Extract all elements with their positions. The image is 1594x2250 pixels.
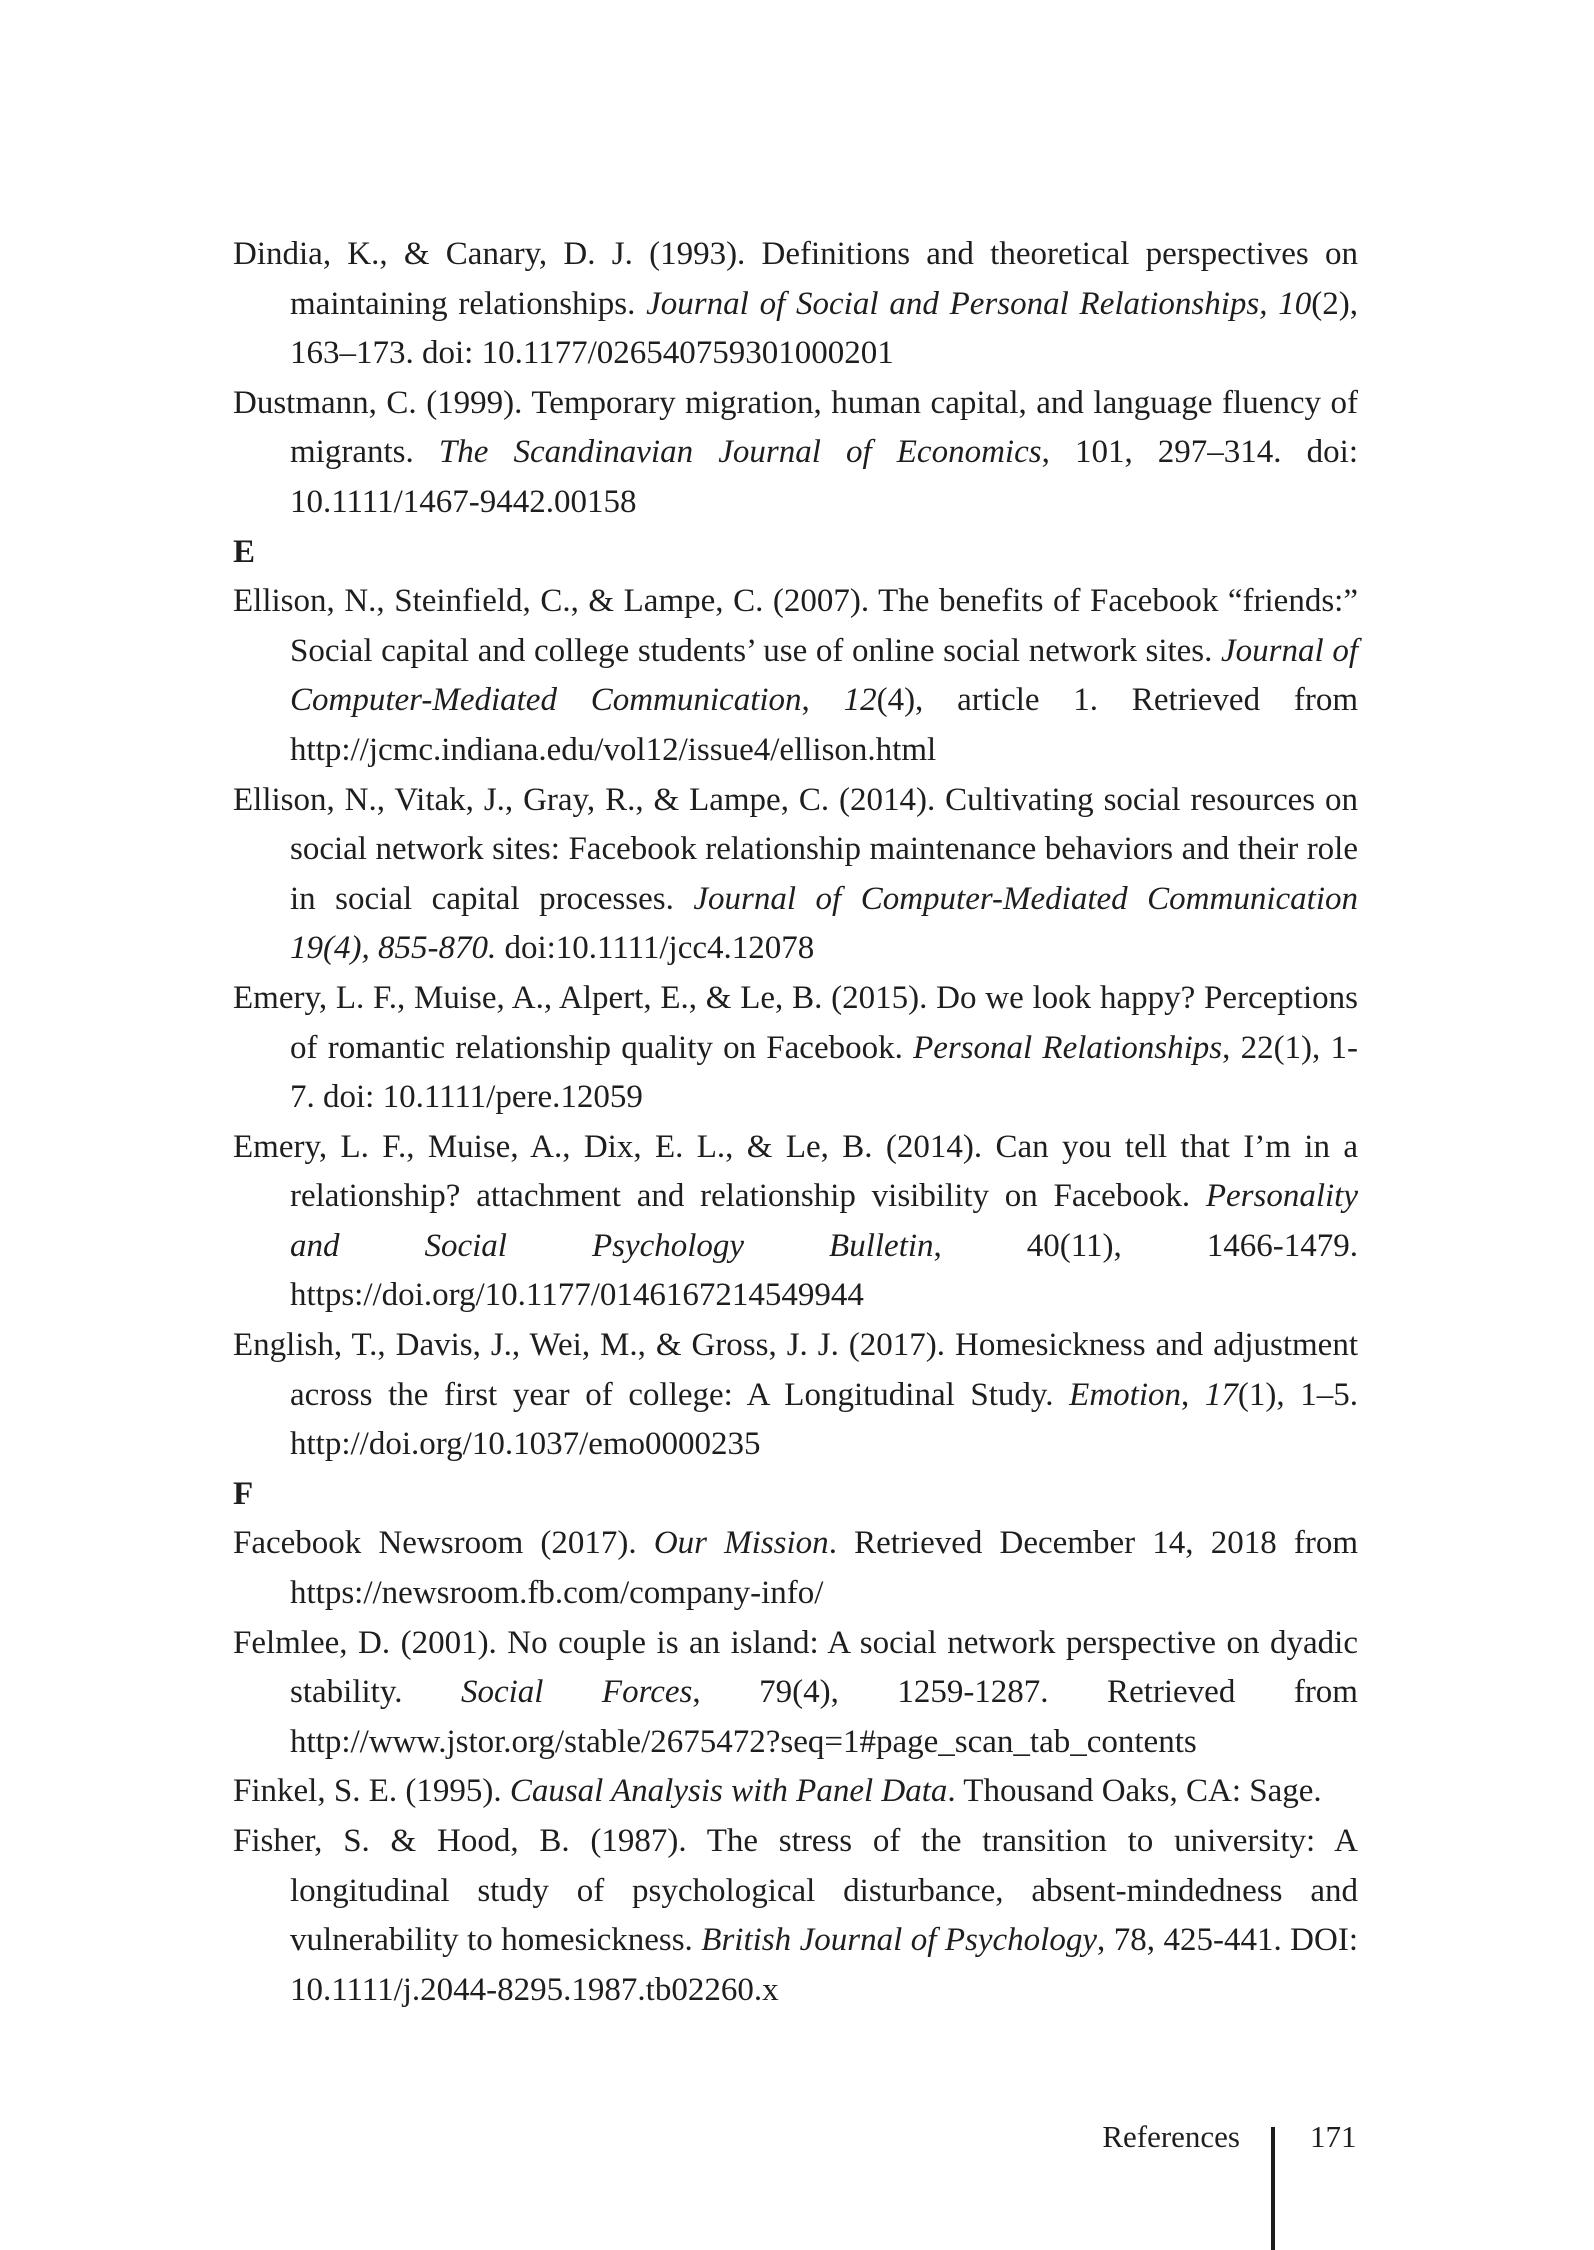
reference-italic-segment: Our Mission <box>653 1525 829 1562</box>
reference-text-segment: Ellison, N., Vitak, J., Gray, R., & Lampe, C. (2014). Cultivating social resources on social network sites: Facebook relationship maintenance behaviors and their role in social capital processes. <box>233 781 1358 917</box>
reference-italic-segment: Journal of Computer-Mediated Communication 19(4), 855-870. <box>290 880 1359 967</box>
page-number: 171 <box>1310 2119 1357 2154</box>
reference-italic-segment: 12 <box>843 682 877 719</box>
reference-text-segment: , 22(1), 1-7. doi: 10.1111/pere.12059 <box>290 1029 1359 1116</box>
reference-text-segment: Dindia, K., & Canary, D. J. (1993). Definitions and theoretical perspectives on maintaining relationships. <box>233 236 1358 322</box>
reference-text-segment: English, T., Davis, J., Wei, M., & Gross, J. J. (2017). Homesickness and adjustment across the first year of college: A Longitudinal Study. <box>233 1327 1358 1413</box>
reference-italic-segment: Social Forces <box>460 1674 693 1711</box>
reference-text-segment: , 40(11), 1466-1479. https://doi.org/10.1177/0146167214549944 <box>290 1227 1358 1314</box>
reference-text-segment: Ellison, N., Steinfield, C., & Lampe, C. (2007). The benefits of Facebook “friends:” Social capital and college students’ use of online social network sites. <box>233 583 1358 669</box>
reference-italic-segment: 17 <box>1204 1376 1238 1413</box>
reference-text-segment: Fisher, S. & Hood, B. (1987). The stress of the transition to university: A longitudinal study of psychological disturbance, absent-mindedness and vulnerability to homesickness. <box>233 1823 1358 1959</box>
reference-text-segment: , 79(4), 1259-1287. Retrieved from http://www.jstor.org/stable/2675472?seq=1#page_scan_tab_contents <box>290 1674 1358 1760</box>
reference-text-segment: , <box>1181 1376 1205 1413</box>
reference-text-segment: Felmlee, D. (2001). No couple is an island: A social network perspective on dyadic stability. <box>233 1624 1358 1711</box>
reference-text-segment: Facebook Newsroom (2017). <box>233 1525 654 1562</box>
reference-text-segment: (2), 163–173. doi: 10.1177/026540759301000201 <box>290 285 1358 372</box>
reference-entry <box>233 1321 1358 1470</box>
reference-italic-segment: Personality and Social Psychology Bulletin <box>290 1178 1358 1264</box>
alphabet-section-heading: E <box>233 533 256 570</box>
reference-italic-segment: Emotion <box>1069 1376 1181 1413</box>
reference-entry <box>233 776 1358 974</box>
reference-entry <box>233 379 1358 528</box>
reference-list <box>233 230 1358 2015</box>
reference-text-segment: . Thousand Oaks, CA: Sage. <box>947 1773 1322 1810</box>
reference-text-segment: Emery, L. F., Muise, A., Alpert, E., & Le, B. (2015). Do we look happy? Perceptions of romantic relationship quality on Facebook. <box>233 979 1358 1066</box>
reference-text-segment: Dustmann, C. (1999). Temporary migration, human capital, and language fluency of migrants. <box>233 384 1358 471</box>
reference-entry <box>233 1767 1358 1817</box>
reference-text-segment: (4), article 1. Retrieved from http://jcmc.indiana.edu/vol12/issue4/ellison.html <box>290 682 1359 768</box>
reference-text-segment: , 78, 425-441. DOI: 10.1111/j.2044-8295.1987.tb02260.x <box>290 1922 1358 2008</box>
reference-entry <box>233 974 1358 1123</box>
reference-text-segment: (1), 1–5. http://doi.org/10.1037/emo0000235 <box>290 1376 1359 1463</box>
reference-text-segment: doi:10.1111/jcc4.12078 <box>496 930 815 967</box>
reference-italic-segment: British Journal of Psychology <box>701 1922 1097 1959</box>
alphabet-section-heading: F <box>233 1475 254 1512</box>
reference-italic-segment: Journal of Computer-Mediated Communication <box>290 632 1358 719</box>
running-footer-section: References <box>1102 2119 1240 2154</box>
reference-text-segment: . Retrieved December 14, 2018 from https://newsroom.fb.com/company-info/ <box>290 1525 1358 1612</box>
reference-text-segment: , 101, 297–314. doi: 10.1111/1467-9442.00158 <box>290 434 1359 520</box>
reference-text-segment: Finkel, S. E. (1995). <box>233 1773 510 1810</box>
reference-entry <box>233 1519 1358 1618</box>
reference-italic-segment: Personal Relationships <box>913 1029 1223 1066</box>
footer-divider <box>1271 2127 1275 2250</box>
reference-entry <box>233 577 1358 775</box>
reference-text-segment: Emery, L. F., Muise, A., Dix, E. L., & Le, B. (2014). Can you tell that I’m in a relationship? attachment and relationship visibility on Facebook. <box>233 1128 1358 1215</box>
reference-italic-segment: Journal of Social and Personal Relationships, 10 <box>646 285 1312 322</box>
reference-entry <box>233 1619 1358 1768</box>
reference-entry <box>233 230 1358 379</box>
reference-italic-segment: Causal Analysis with Panel Data <box>509 1773 948 1810</box>
reference-entry <box>233 1817 1358 2015</box>
reference-entry <box>233 1123 1358 1321</box>
reference-italic-segment: The Scandinavian Journal of Economics <box>438 434 1042 471</box>
reference-text-segment: , <box>801 682 844 719</box>
